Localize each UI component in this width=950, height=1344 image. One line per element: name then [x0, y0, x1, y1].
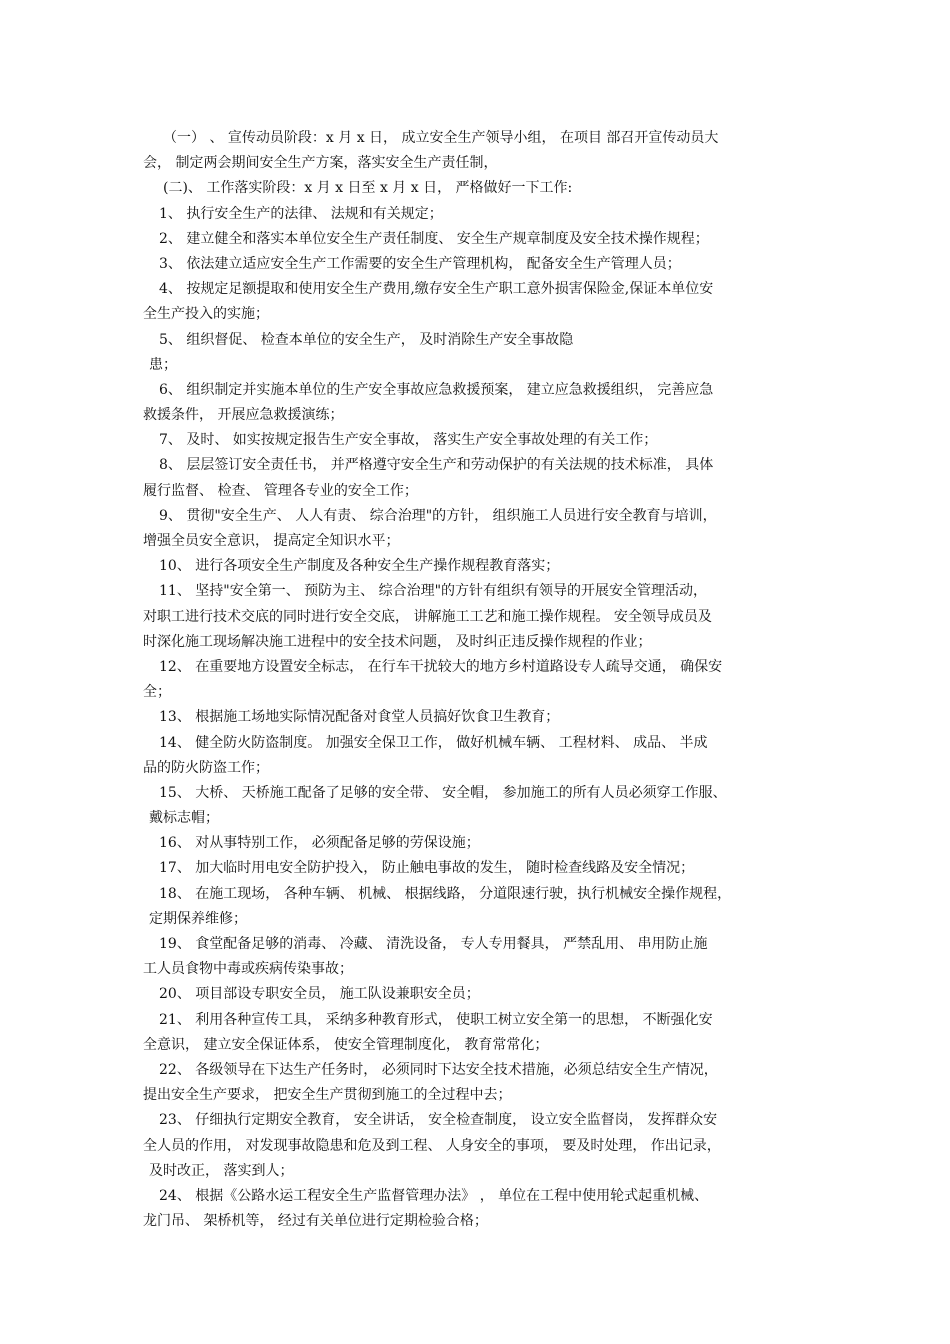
text-line: 16、 对从事特别工作， 必须配备足够的劳保设施； [159, 835, 480, 852]
text-line: 增强全员安全意识， 提高定全知识水平； [143, 533, 400, 549]
text-line: 履行监督、 检查、 管理各专业的安全工作； [143, 482, 418, 499]
text-line: 提出安全生产要求， 把安全生产贯彻到施工的全过程中去； [143, 1087, 512, 1104]
text-line: 10、 进行各项安全生产制度及各种安全生产操作规程教育落实； [159, 558, 560, 575]
text-line: 定期保养维修； [149, 910, 247, 927]
text-line: 17、 加大临时用电安全防护投入， 防止触电事故的发生， 随时检查线路及安全情况； [159, 860, 695, 877]
text-line: 及时改正， 落实到人； [149, 1162, 294, 1179]
text-line: 全意识， 建立安全保证体系， 使安全管理制度化， 教育常常化； [143, 1036, 549, 1053]
text-line: 对职工进行技术交底的同时进行安全交底， 讲解施工工艺和施工操作规程。 安全领导成员及 [143, 608, 712, 625]
text-line: 11、 坚持"安全第一、 预防为主、 综合治理"的方针有组织有领导的开展安全管理活动， [159, 583, 708, 600]
text-line: 8、 层层签订安全责任书， 并严格遵守安全生产和劳动保护的有关法规的技术标准， 具体 [159, 457, 714, 474]
text-line: 19、 食堂配备足够的消毒、 冷藏、 清洗设备， 专人专用餐具， 严禁乱用、 串用防止施 [159, 936, 708, 952]
text-line: 救援条件， 开展应急救援演练； [143, 407, 344, 424]
text-line: 戴标志帽； [149, 810, 219, 827]
text-line: 全人员的作用， 对发现事故隐患和危及到工程、 人身安全的事项， 要及时处理， 作出记录， [143, 1137, 721, 1154]
text-line: 2、 建立健全和落实本单位安全生产责任制度、 安全生产规章制度及安全技术操作规程； [159, 230, 709, 247]
text-line: 龙门吊、 架桥机等， 经过有关单位进行定期检验合格； [143, 1213, 488, 1230]
text-line: 13、 根据施工场地实际情况配备对食堂人员搞好饮食卫生教育； [159, 709, 560, 726]
text-line: 9、 贯彻"安全生产、 人人有责、 综合治理"的方针， 组织施工人员进行安全教育与培训， [159, 507, 717, 524]
text-line: 5、 组织督促、 检查本单位的安全生产， 及时消除生产安全事故隐 [159, 331, 574, 348]
text-line: 全生产投入的实施； [143, 306, 269, 323]
text-line: 4、 按规定足额提取和使用安全生产费用,缴存安全生产职工意外损害保险金,保证本单位安 [159, 281, 714, 298]
text-line: 24、 根据《公路水运工程安全生产监督管理办法》 ， 单位在工程中使用轮式起重机械、 [159, 1187, 709, 1204]
text-line: 1、 执行安全生产的法律、 法规和有关规定； [159, 205, 443, 222]
text-line: 全； [143, 684, 171, 701]
text-line: 患； [149, 356, 177, 373]
text-line: （一） 、 宣传动员阶段：x 月 x 日， 成立安全生产领导小组， 在项目 部召开宣传动员大 [163, 130, 719, 146]
text-line: 14、 健全防火防盗制度。 加强安全保卫工作， 做好机械车辆、 工程材料、 成品、 半成 [159, 734, 708, 751]
text-line: 3、 依法建立适应安全生产工作需要的安全生产管理机构， 配备安全生产管理人员； [159, 255, 681, 272]
document-body [143, 126, 815, 1234]
text-line: 时深化施工现场解决施工进程中的安全技术问题， 及时纠正违反操作规程的作业； [143, 633, 652, 650]
text-line: 21、 利用各种宣传工具， 采纳多种教育形式， 使职工树立安全第一的思想， 不断强化安 [159, 1011, 713, 1028]
text-line: (二)、 工作落实阶段：x 月 x 日至 x 月 x 日， 严格做好一下工作: [163, 180, 573, 197]
text-line: 12、 在重要地方设置安全标志， 在行车干扰较大的地方乡村道路设专人疏导交通， 确保安 [159, 658, 723, 675]
text-line: 15、 大桥、 天桥施工配备了足够的安全带、 安全帽， 参加施工的所有人员必须穿工作服、 [159, 784, 727, 801]
text-line: 23、 仔细执行定期安全教育， 安全讲话， 安全检查制度， 设立安全监督岗， 发挥群众安 [159, 1112, 718, 1129]
text-line: 6、 组织制定并实施本单位的生产安全事故应急救援预案， 建立应急救援组织， 完善应急 [159, 381, 714, 398]
text-line: 7、 及时、 如实按规定报告生产安全事故， 落实生产安全事故处理的有关工作； [159, 432, 658, 449]
text-line: 22、 各级领导在下达生产任务时， 必须同时下达安全技术措施，必须总结安全生产情况， [159, 1061, 718, 1078]
text-line: 工人员食物中毒或疾病传染事故； [143, 961, 353, 978]
text-line: 品的防火防盗工作； [143, 759, 269, 776]
text-line: 20、 项目部设专职安全员， 施工队设兼职安全员； [159, 986, 480, 1003]
text-line: 18、 在施工现场， 各种车辆、 机械、 根据线路， 分道限速行驶，执行机械安全操作规程， [159, 885, 732, 902]
text-line: 会， 制定两会期间安全生产方案，落实安全生产责任制， [143, 155, 498, 172]
